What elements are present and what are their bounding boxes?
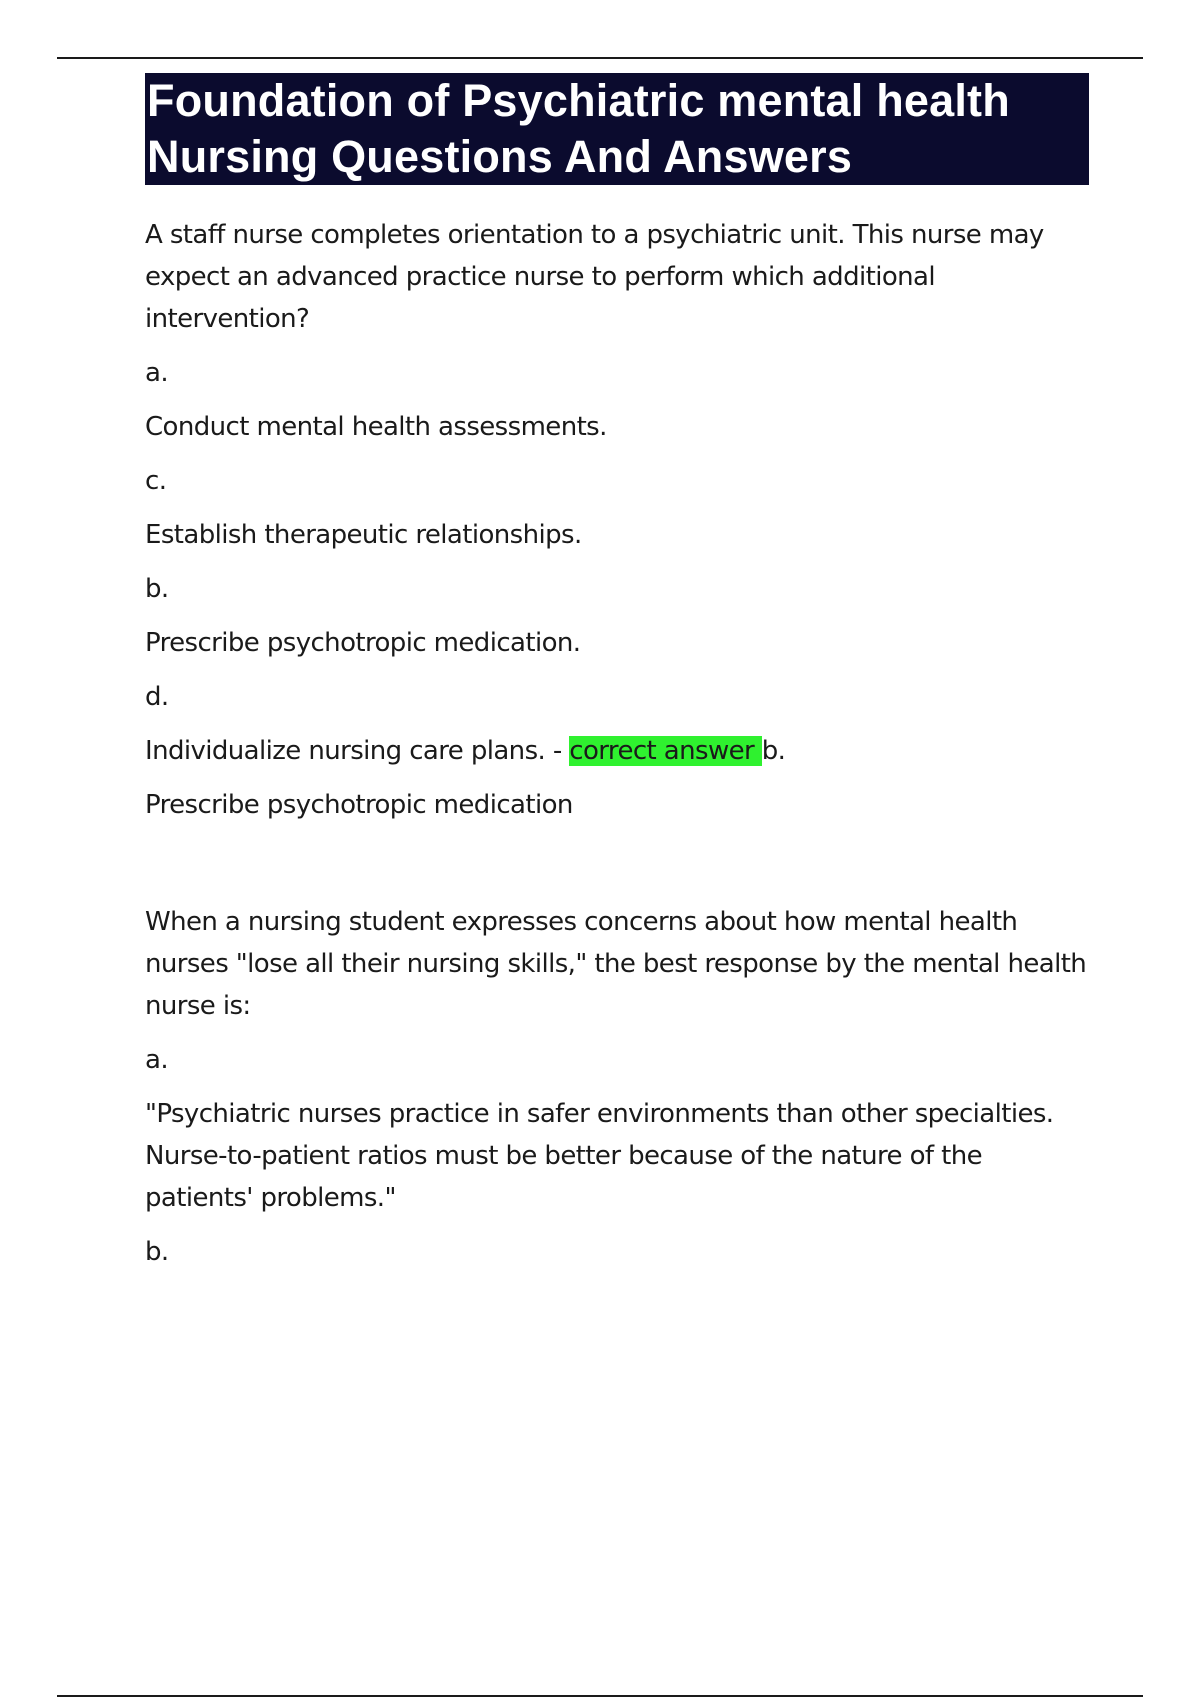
q1-option-c-text: Establish therapeutic relationships. [145, 520, 582, 550]
q1-option-d-line [145, 730, 1089, 772]
q1-option-b-text: Prescribe psychotropic medication. [145, 628, 581, 658]
q1-option-b-letter: b. [145, 574, 169, 604]
q1-answer-text: Prescribe psychotropic medication [145, 790, 573, 820]
q1-option-a-letter: a. [145, 358, 168, 388]
question-1-text: A staff nurse completes orientation to a psychiatric unit. This nurse may expect an advanced practice nurse to perform which additional intervention? [145, 220, 1044, 334]
document-title: Foundation of Psychiatric mental health Nursing Questions And Answers [145, 73, 1089, 185]
bottom-rule [57, 1695, 1143, 1697]
q1-option-d-text: Individualize nursing care plans. - [145, 736, 570, 766]
q2-option-a-text: "Psychiatric nurses practice in safer environments than other specialties. Nurse-to-patient ratios must be better because of the nature of the patients' problems." [145, 1099, 1054, 1213]
question-2-text: When a nursing student expresses concerns about how mental health nurses "lose all their nursing skills," the best response by the mental health nurse is: [145, 907, 1087, 1021]
correct-answer-highlight: correct answer [569, 736, 762, 766]
q1-answer-letter: b. [761, 736, 786, 766]
top-rule [57, 57, 1143, 59]
document-body [145, 73, 1089, 1273]
q1-option-c-letter: c. [145, 466, 167, 496]
q1-option-d-letter: d. [145, 682, 169, 712]
q2-option-b-letter: b. [145, 1237, 169, 1267]
q2-option-a-letter: a. [145, 1045, 168, 1075]
q1-option-a-text: Conduct mental health assessments. [145, 412, 607, 442]
